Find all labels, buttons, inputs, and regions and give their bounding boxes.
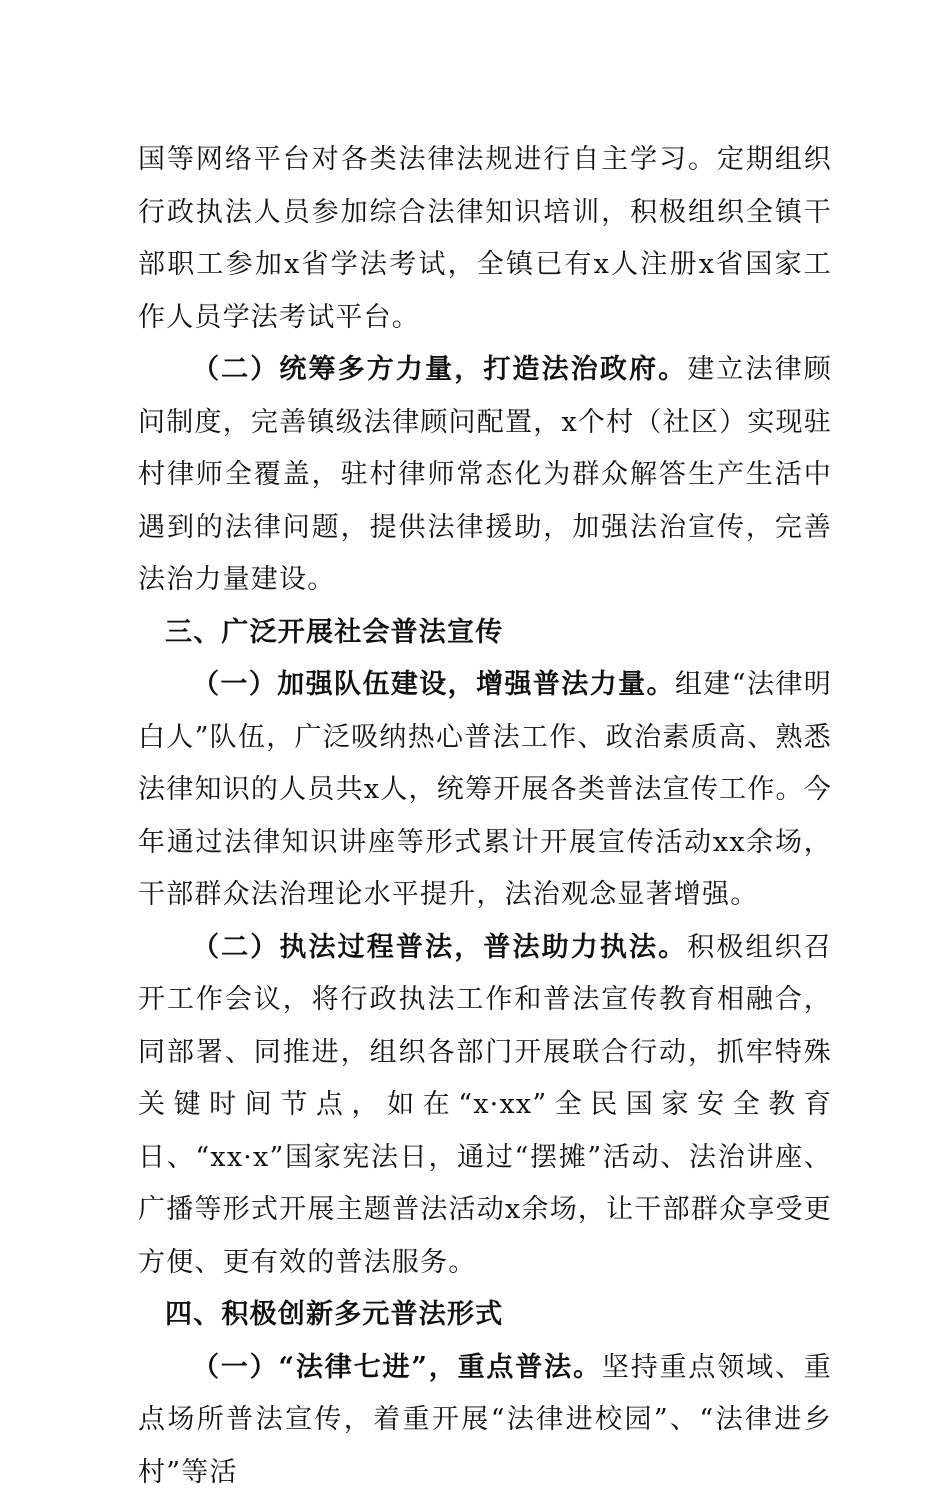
- paragraph-seven-entries: [138, 1342, 832, 1499]
- paragraph-text: 国等网络平台对各类法律法规进行自主学习。定期组织行政执法人员参加综合法律知识培训，积极组织全镇干部职工参加x省学法考试，全镇已有x人注册x省国家工作人员学法考试平台。: [138, 144, 832, 333]
- paragraph-lead: （二）执法过程普法，普法助力执法。: [192, 932, 687, 963]
- paragraph-lead: （一）“法律七进”，重点普法。: [192, 1352, 602, 1383]
- paragraph-text: 积极组织召开工作会议，将行政执法工作和普法宣传教育相融合，同部署、同推进，组织各部门开展联合行动，抓牢特殊关键时间节点，如在“x·xx”全民国家安全教育日、“xx·x”国家宪法日，通过“摆摊”活动、法治讲座、广播等形式开展主题普法活动x余场，让干部群众享受更方便、更有效的普法服务。: [138, 932, 832, 1278]
- paragraph-legal-advisor: [138, 344, 832, 607]
- paragraph-text: 建立法律顾问制度，完善镇级法律顾问配置，x个村（社区）实现驻村律师全覆盖，驻村律师常态化为群众解答生产生活中遇到的法律问题，提供法律援助，加强法治宣传，完善法治力量建设。: [138, 354, 832, 595]
- paragraph-lead: （一）加强队伍建设，增强普法力量。: [192, 669, 675, 700]
- section-heading-3: 三、广泛开展社会普法宣传: [138, 607, 832, 660]
- paragraph-text: 坚持重点领域、重点场所普法宣传，着重开展“法律进校园”、“法律进乡村”等活: [138, 1352, 832, 1488]
- paragraph-lead: （二）统筹多方力量，打造法治政府。: [192, 354, 687, 385]
- paragraph-continuation: [138, 134, 832, 344]
- paragraph-team-building: [138, 659, 832, 922]
- paragraph-enforcement: [138, 922, 832, 1290]
- section-heading-4: 四、积极创新多元普法形式: [138, 1289, 832, 1342]
- paragraph-text: 组建“法律明白人”队伍，广泛吸纳热心普法工作、政治素质高、熟悉法律知识的人员共x人，统筹开展各类普法宣传工作。今年通过法律知识讲座等形式累计开展宣传活动xx余场，干部群众法治理论水平提升，法治观念显著增强。: [138, 669, 832, 910]
